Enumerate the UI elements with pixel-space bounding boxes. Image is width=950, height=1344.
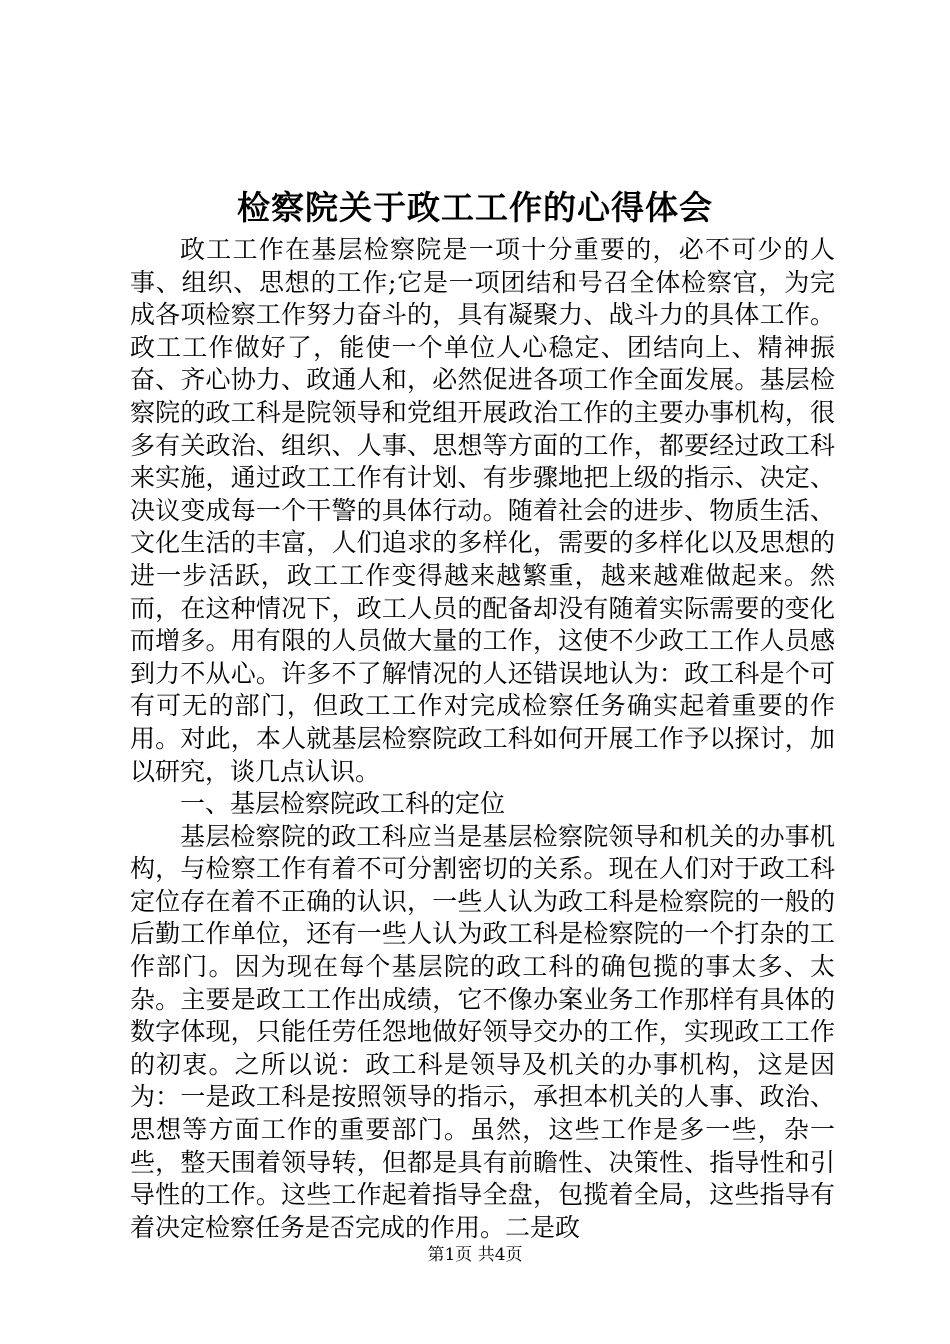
paragraph-intro: 政工工作在基层检察院是一项十分重要的，必不可少的人事、组织、思想的工作;它是一项团结和号召全体检察官，为完成各项检察工作努力奋斗的，具有凝聚力、战斗力的具体工作。政工工作做好了，能使一个单位人心稳定、团结向上、精神振奋、齐心协力、政通人和，必然促进各项工作全面发展。基层检察院的政工科是院领导和党组开展政治工作的主要办事机构，很多有关政治、组织、人事、思想等方面的工作，都要经过政工科来实施，通过政工工作有计划、有步骤地把上级的指示、决定、决议变成每一个干警的具体行动。随着社会的进步、物质生活、文化生活的丰富，人们追求的多样化，需要的多样化以及思想的进一步活跃，政工工作变得越来越繁重，越来越难做起来。然而，在这种情况下，政工人员的配备却没有随着实际需要的变化而增多。用有限的人员做大量的工作，这使不少政工工作人员感到力不从心。许多不了解情况的人还错误地认为：政工科是个可有可无的部门，但政工工作对完成检察任务确实起着重要的作用。对此，本人就基层检察院政工科如何开展工作予以探讨，加以研究，谈几点认识。 bbox=[130, 235, 835, 786]
paragraph-section-one: 基层检察院的政工科应当是基层检察院领导和机关的办事机构，与检察工作有着不可分割密切的关系。现在人们对于政工科定位存在着不正确的认识，一些人认为政工科是检察院的一般的后勤工作单位，还有一些人认为政工科是检察院的一个打杂的工作部门。因为现在每个基层院的政工科的确包揽的事太多、太杂。主要是政工工作出成绩，它不像办案业务工作那样有具体的数字体现，只能任劳任怨地做好领导交办的工作，实现政工工作的初衷。之所以说：政工科是领导及机关的办事机构，这是因为：一是政工科是按照领导的指示，承担本机关的人事、政治、思想等方面工作的重要部门。虽然，这些工作是多一些，杂一些，整天围着领导转，但都是具有前瞻性、决策性、指导性和引导性的工作。这些工作起着指导全盘，包揽着全局，这些指导有着决定检察任务是否完成的作用。二是政 bbox=[130, 821, 835, 1242]
section-heading: 一、基层检察院政工科的定位 bbox=[180, 789, 506, 819]
document-body bbox=[130, 234, 835, 1244]
document-title: 检察院关于政工工作的心得体会 bbox=[237, 188, 713, 227]
page-number-footer: 第1页 共4页 bbox=[427, 1245, 523, 1265]
